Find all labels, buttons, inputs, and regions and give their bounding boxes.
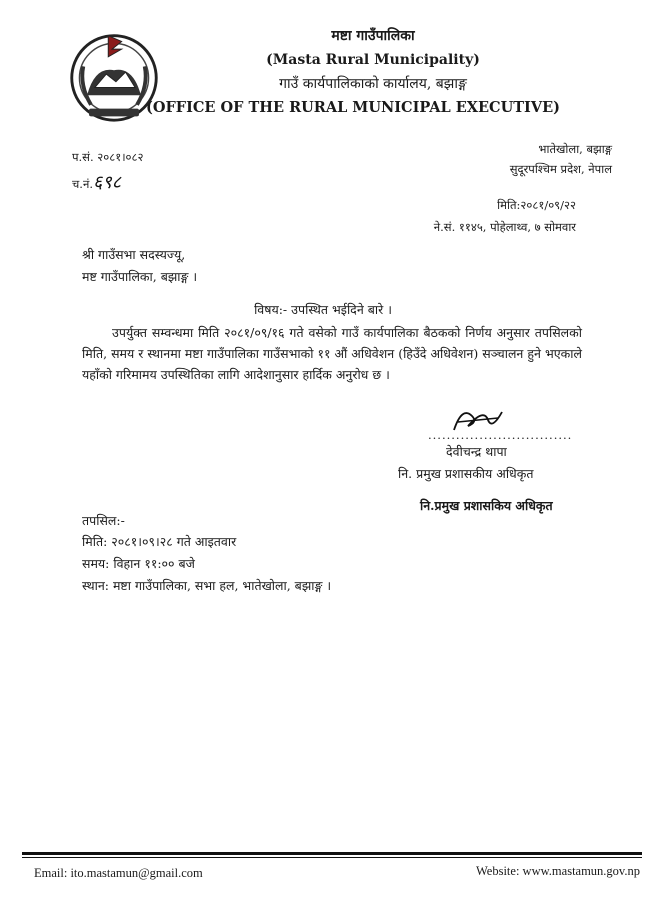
recipient-line1: श्री गाउँसभा सदस्यज्यू, xyxy=(82,247,186,262)
details-time: समय: विहान ११:०० बजे xyxy=(82,556,195,571)
signature-dotted-line: ............................... xyxy=(428,428,573,442)
address-line2: सुदूरपश्चिम प्रदेश, नेपाल xyxy=(509,162,612,176)
details-heading: तपसिल:- xyxy=(82,513,125,528)
nepal-sambat-date: ने.सं. ११४५, पोहेलाथ्व, ७ सोमवार xyxy=(433,220,576,234)
dispatch-handwritten: ६९८ xyxy=(93,172,122,193)
footer-email: Email: ito.mastamun@gmail.com xyxy=(34,866,203,880)
signatory-stamp: नि.प्रमुख प्रशासकिय अधिकृत xyxy=(420,498,553,513)
reference-number: प.सं. २०८१।०८२ xyxy=(72,150,144,164)
recipient-line2: मष्ट गाउँपालिका, बझाङ्ग । xyxy=(82,269,198,284)
signatory-title: नि. प्रमुख प्रशासकीय अधिकृत xyxy=(398,466,534,481)
footer-website: Website: www.mastamun.gov.np xyxy=(475,864,640,878)
office-english: (OFFICE OF THE RURAL MUNICIPAL EXECUTIVE) xyxy=(146,99,560,116)
subject-line: विषय:- उपस्थित भईदिने बारे । xyxy=(254,302,392,317)
details-place: स्थान: मष्टा गाउँपालिका, सभा हल, भातेखोला, बझाङ्ग । xyxy=(82,578,332,593)
office-nepali: गाउँ कार्यपालिकाको कार्यालय, बझाङ्ग xyxy=(279,76,467,92)
title-english: (Masta Rural Municipality) xyxy=(266,52,480,68)
dispatch-number xyxy=(72,170,121,194)
title-nepali: मष्टा गाउँपालिका xyxy=(331,28,415,44)
details-date: मिति: २०८१।०९।२८ गते आइतवार xyxy=(82,534,237,549)
letter-date: मिति:२०८१/०९/२२ xyxy=(497,198,576,212)
address-line1: भातेखोला, बझाङ्ग xyxy=(538,142,612,156)
footer-rule-thin xyxy=(22,857,642,858)
letter-body: उपर्युक्त सम्वन्धमा मिति २०८१/०९/१६ गते वसेको गाउँ कार्यपालिका बैठकको निर्णय अनुसार तपसिलको मिति, समय र स्थानमा मष्टा गाउँपालिका गाउँसभाको ११ औं अधिवेशन (हिउँदे अधिवेशन) सञ्चालन हुने भएकाले यहाँको गरिमामय उपस्थितिका लागि आदेशानुसार हार्दिक अनुरोध छ । xyxy=(82,325,582,382)
dispatch-label: च.नं. xyxy=(72,177,93,191)
footer-rule-thick xyxy=(22,852,642,855)
signatory-name: देवीचन्द्र थापा xyxy=(446,444,507,459)
